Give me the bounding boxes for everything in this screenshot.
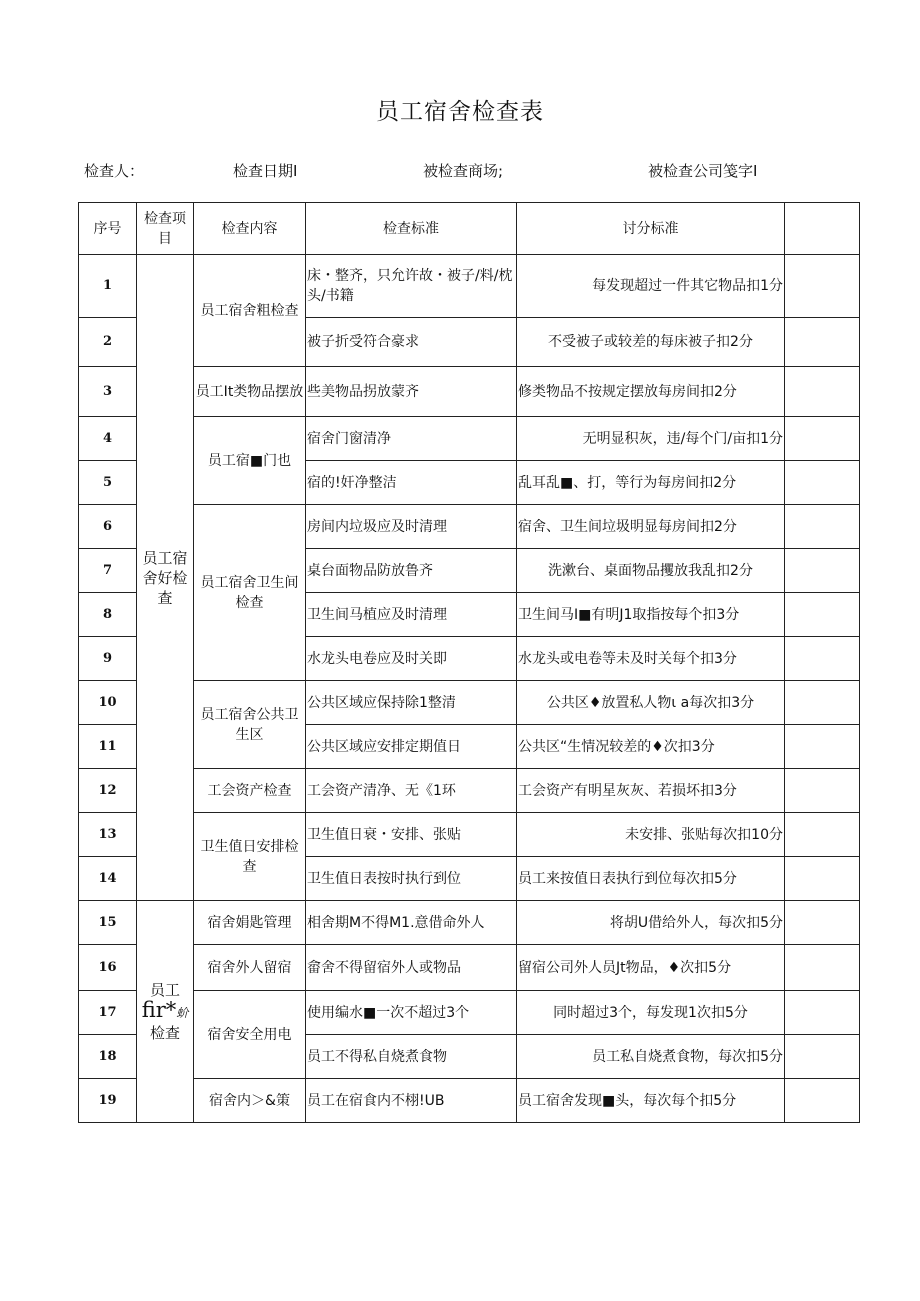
deduction-cell: 同时超过3个，每发现1次扣5分 xyxy=(517,991,785,1035)
category-line: 员工 xyxy=(149,981,180,999)
standard-cell: 被子折受符合豪求 xyxy=(306,318,517,367)
deduction-cell: 员工宿舍发现■头，每次每个扣5分 xyxy=(517,1079,785,1123)
row-number: 7 xyxy=(79,549,137,593)
standard-cell: 相舍期M不得M1.意借命外人 xyxy=(306,901,517,945)
deduction-cell: 水龙头或电卷等未及时关每个扣3分 xyxy=(517,637,785,681)
row-number: 4 xyxy=(79,417,137,461)
deduction-cell: 洗漱台、桌面物品攫放我乱扣2分 xyxy=(517,549,785,593)
standard-cell: 些美物品拐放蒙齐 xyxy=(306,367,517,417)
score-cell xyxy=(785,318,860,367)
category-dorm-hygiene: 员工宿舍好检查 xyxy=(137,255,194,901)
score-cell xyxy=(785,417,860,461)
score-cell xyxy=(785,769,860,813)
standard-cell: 员工在宿食内不栩!UB xyxy=(306,1079,517,1123)
score-cell xyxy=(785,681,860,725)
row-number: 17 xyxy=(79,991,137,1035)
category-glyph: fir* xyxy=(141,998,177,1022)
header-deduction: 讨分标准 xyxy=(517,203,785,255)
row-number: 13 xyxy=(79,813,137,857)
score-cell xyxy=(785,593,860,637)
header-row xyxy=(79,203,860,255)
row-number: 3 xyxy=(79,367,137,417)
score-cell xyxy=(785,991,860,1035)
deduction-cell: 员工来按值日表执行到位每次扣5分 xyxy=(517,857,785,901)
row-number: 5 xyxy=(79,461,137,505)
deduction-cell: 公共区♦放置私人物ι a每次扣3分 xyxy=(517,681,785,725)
date-label: 检查日期I xyxy=(233,162,298,180)
row-number: 18 xyxy=(79,1035,137,1079)
score-cell xyxy=(785,725,860,769)
category-dorm-safety xyxy=(137,901,194,1123)
score-cell xyxy=(785,461,860,505)
standard-cell: 卫生值日衰・安排、张贴 xyxy=(306,813,517,857)
header-content: 检查内容 xyxy=(194,203,306,255)
score-cell xyxy=(785,1079,860,1123)
sub-item-bathroom: 员工宿舍卫生间检查 xyxy=(194,505,306,681)
table-row xyxy=(79,769,860,813)
row-number: 10 xyxy=(79,681,137,725)
deduction-cell: 公共区“生情况较差的♦次扣3分 xyxy=(517,725,785,769)
deduction-cell: 每发现超过一件其它物品扣1分 xyxy=(517,255,785,318)
header-score xyxy=(785,203,860,255)
row-number: 19 xyxy=(79,1079,137,1123)
standard-cell: 使用编水■一次不超过3个 xyxy=(306,991,517,1035)
sub-item-union-assets: 工会资产检查 xyxy=(194,769,306,813)
deduction-cell: 未安排、张贴每次扣10分 xyxy=(517,813,785,857)
sub-item-public-area: 员工宿舍公共卫生区 xyxy=(194,681,306,769)
table-row xyxy=(79,367,860,417)
deduction-cell: 员工私自烧煮食物，每次扣5分 xyxy=(517,1035,785,1079)
sub-item-key-management: 宿舍娟匙管理 xyxy=(194,901,306,945)
row-number: 2 xyxy=(79,318,137,367)
deduction-cell: 不受被子或较差的每床被子扣2分 xyxy=(517,318,785,367)
deduction-cell: 宿舍、卫生间垃圾明显每房间扣2分 xyxy=(517,505,785,549)
row-number: 6 xyxy=(79,505,137,549)
deduction-cell: 卫生间马I■有明J1取指按每个扣3分 xyxy=(517,593,785,637)
standard-cell: 床・整齐，只允许故・被子/料/枕头/书籍 xyxy=(306,255,517,318)
standard-cell: 宿的!奸净整洁 xyxy=(306,461,517,505)
company-signature-label: 被检查公司笺字I xyxy=(648,162,758,180)
standard-cell: 桌台面物品防放鲁齐 xyxy=(306,549,517,593)
score-cell xyxy=(785,901,860,945)
header-number: 序号 xyxy=(79,203,137,255)
score-cell xyxy=(785,367,860,417)
row-number: 8 xyxy=(79,593,137,637)
score-cell xyxy=(785,255,860,318)
deduction-cell: 乱耳乱■、打，等行为每房间扣2分 xyxy=(517,461,785,505)
venue-label: 被检查商场; xyxy=(423,162,504,180)
table-row xyxy=(79,417,860,461)
sub-item-doors-windows: 员工宿■门也 xyxy=(194,417,306,505)
header-standard: 检查标准 xyxy=(306,203,517,255)
table-row xyxy=(79,255,860,318)
row-number: 11 xyxy=(79,725,137,769)
sub-item-duty-schedule: 卫生值日安排检查 xyxy=(194,813,306,901)
category-glyph: 蚧 xyxy=(176,1006,189,1020)
score-cell xyxy=(785,945,860,991)
table-row xyxy=(79,681,860,725)
table-row xyxy=(79,1079,860,1123)
score-cell xyxy=(785,813,860,857)
deduction-cell: 无明显积灰，违/每个门/亩扣1分 xyxy=(517,417,785,461)
sub-item-belongings: 员工It类物品摆放 xyxy=(194,367,306,417)
inspection-table xyxy=(78,202,860,1123)
score-cell xyxy=(785,637,860,681)
inspector-label: 检查人： xyxy=(84,162,145,180)
table-row xyxy=(79,813,860,857)
row-number: 15 xyxy=(79,901,137,945)
table-row xyxy=(79,945,860,991)
standard-cell: 卫生值日表按时执行到位 xyxy=(306,857,517,901)
table-row xyxy=(79,505,860,549)
row-number: 16 xyxy=(79,945,137,991)
standard-cell: 员工不得私自烧煮食物 xyxy=(306,1035,517,1079)
header-item: 检查项目 xyxy=(137,203,194,255)
sub-item-electricity-safety: 宿舍安全用电 xyxy=(194,991,306,1079)
deduction-cell: 将胡U借给外人，每次扣5分 xyxy=(517,901,785,945)
sub-item-dorm-policy: 宿舍内＞&策 xyxy=(194,1079,306,1123)
row-number: 1 xyxy=(79,255,137,318)
score-cell xyxy=(785,857,860,901)
row-number: 12 xyxy=(79,769,137,813)
category-line: 检查 xyxy=(149,1024,180,1042)
deduction-cell: 工会资产有明星灰灰、若损坏扣3分 xyxy=(517,769,785,813)
score-cell xyxy=(785,1035,860,1079)
row-number: 9 xyxy=(79,637,137,681)
table-row xyxy=(79,901,860,945)
standard-cell: 公共区域应保持除1整清 xyxy=(306,681,517,725)
row-number: 14 xyxy=(79,857,137,901)
table-row xyxy=(79,991,860,1035)
standard-cell: 工会资产清净、无《1环 xyxy=(306,769,517,813)
score-cell xyxy=(785,505,860,549)
deduction-cell: 留宿公司外人员Jt物品，♦次扣5分 xyxy=(517,945,785,991)
score-cell xyxy=(785,549,860,593)
standard-cell: 房间内垃圾应及时清理 xyxy=(306,505,517,549)
page-title: 员工宿舍检查表 xyxy=(376,99,544,125)
standard-cell: 畲舍不得留宿外人或物品 xyxy=(306,945,517,991)
category-line xyxy=(138,1000,192,1023)
standard-cell: 宿舍门窗清净 xyxy=(306,417,517,461)
standard-cell: 公共区域应安排定期值日 xyxy=(306,725,517,769)
sub-item-bed-check: 员工宿舍粗检查 xyxy=(194,255,306,367)
standard-cell: 水龙头电卷应及时关即 xyxy=(306,637,517,681)
deduction-cell: 修类物品不按规定摆放每房间扣2分 xyxy=(517,367,785,417)
standard-cell: 卫生间马植应及时清理 xyxy=(306,593,517,637)
sub-item-overnight-guests: 宿舍外人留宿 xyxy=(194,945,306,991)
